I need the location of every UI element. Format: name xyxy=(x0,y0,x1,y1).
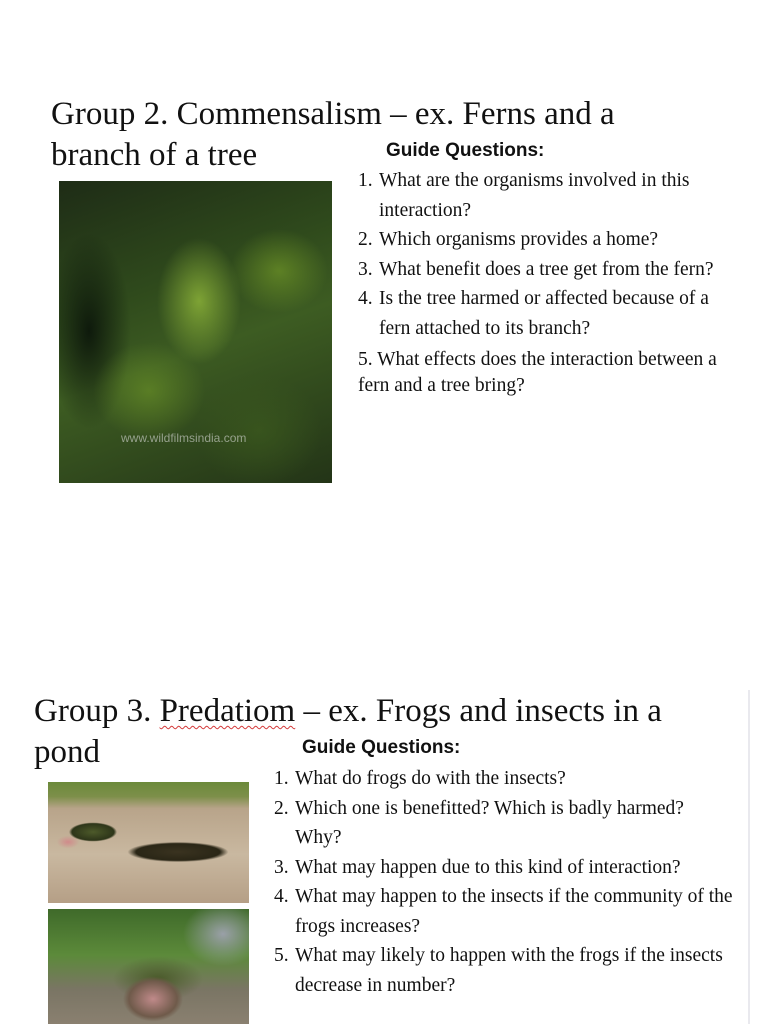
question-number: 1. xyxy=(358,170,373,191)
question-text: Which one is benefitted? Which is badly harmed? Why? xyxy=(295,797,684,848)
frog-photo-bottom xyxy=(48,909,249,1024)
question-text: What are the organisms involved in this interaction? xyxy=(379,170,690,221)
question-item xyxy=(274,794,734,853)
question-number: 1. xyxy=(274,768,289,789)
title-suffix: – ex. Frogs and insects in a pond xyxy=(34,693,662,770)
misspelled-word: Predatiom xyxy=(159,693,296,729)
question-text: What benefit does a tree get from the fern? xyxy=(379,258,714,280)
question-text: What may likely to happen with the frogs if the insects decrease in number? xyxy=(295,945,723,996)
question-number: 4. xyxy=(358,288,373,309)
frog-photo-top xyxy=(48,782,249,903)
question-item xyxy=(358,225,728,255)
question-item xyxy=(358,166,728,225)
question-text: 5. What effects does the interaction between a fern and a tree bring? xyxy=(358,349,717,396)
guide-questions-list xyxy=(358,166,728,399)
question-number: 2. xyxy=(274,797,289,819)
fern-photo xyxy=(59,181,332,483)
question-item xyxy=(274,853,734,883)
group-3-title xyxy=(34,691,734,773)
question-number: 3. xyxy=(358,258,373,280)
question-text: Is the tree harmed or affected because of a fern attached to its branch? xyxy=(379,288,709,339)
guide-questions-heading: Guide Questions: xyxy=(302,737,461,758)
slide-group-2 xyxy=(0,70,768,510)
question-item xyxy=(358,347,728,399)
question-item xyxy=(274,764,734,794)
question-number: 2. xyxy=(358,229,373,250)
question-item xyxy=(358,255,728,285)
guide-questions-list xyxy=(274,764,734,1000)
slide-group-3 xyxy=(0,690,750,1024)
question-text: Which organisms provides a home? xyxy=(379,229,659,250)
question-item xyxy=(358,284,728,343)
question-text: What may happen due to this kind of interaction? xyxy=(295,856,681,878)
title-prefix: Group 3. xyxy=(34,693,160,729)
question-text: What do frogs do with the insects? xyxy=(295,768,566,789)
question-text: What may happen to the insects if the community of the frogs increases? xyxy=(295,886,733,937)
photo-watermark: www.wildfilmsindia.com xyxy=(121,431,247,445)
group-2-title: Group 2. Commensalism – ex. Ferns and a branch of a tree xyxy=(51,96,615,173)
question-number: 4. xyxy=(274,886,289,907)
question-number: 3. xyxy=(274,856,289,878)
question-item xyxy=(274,941,734,1000)
question-item xyxy=(274,882,734,941)
question-number: 5. xyxy=(274,945,289,966)
guide-questions-heading: Guide Questions: xyxy=(386,140,545,161)
